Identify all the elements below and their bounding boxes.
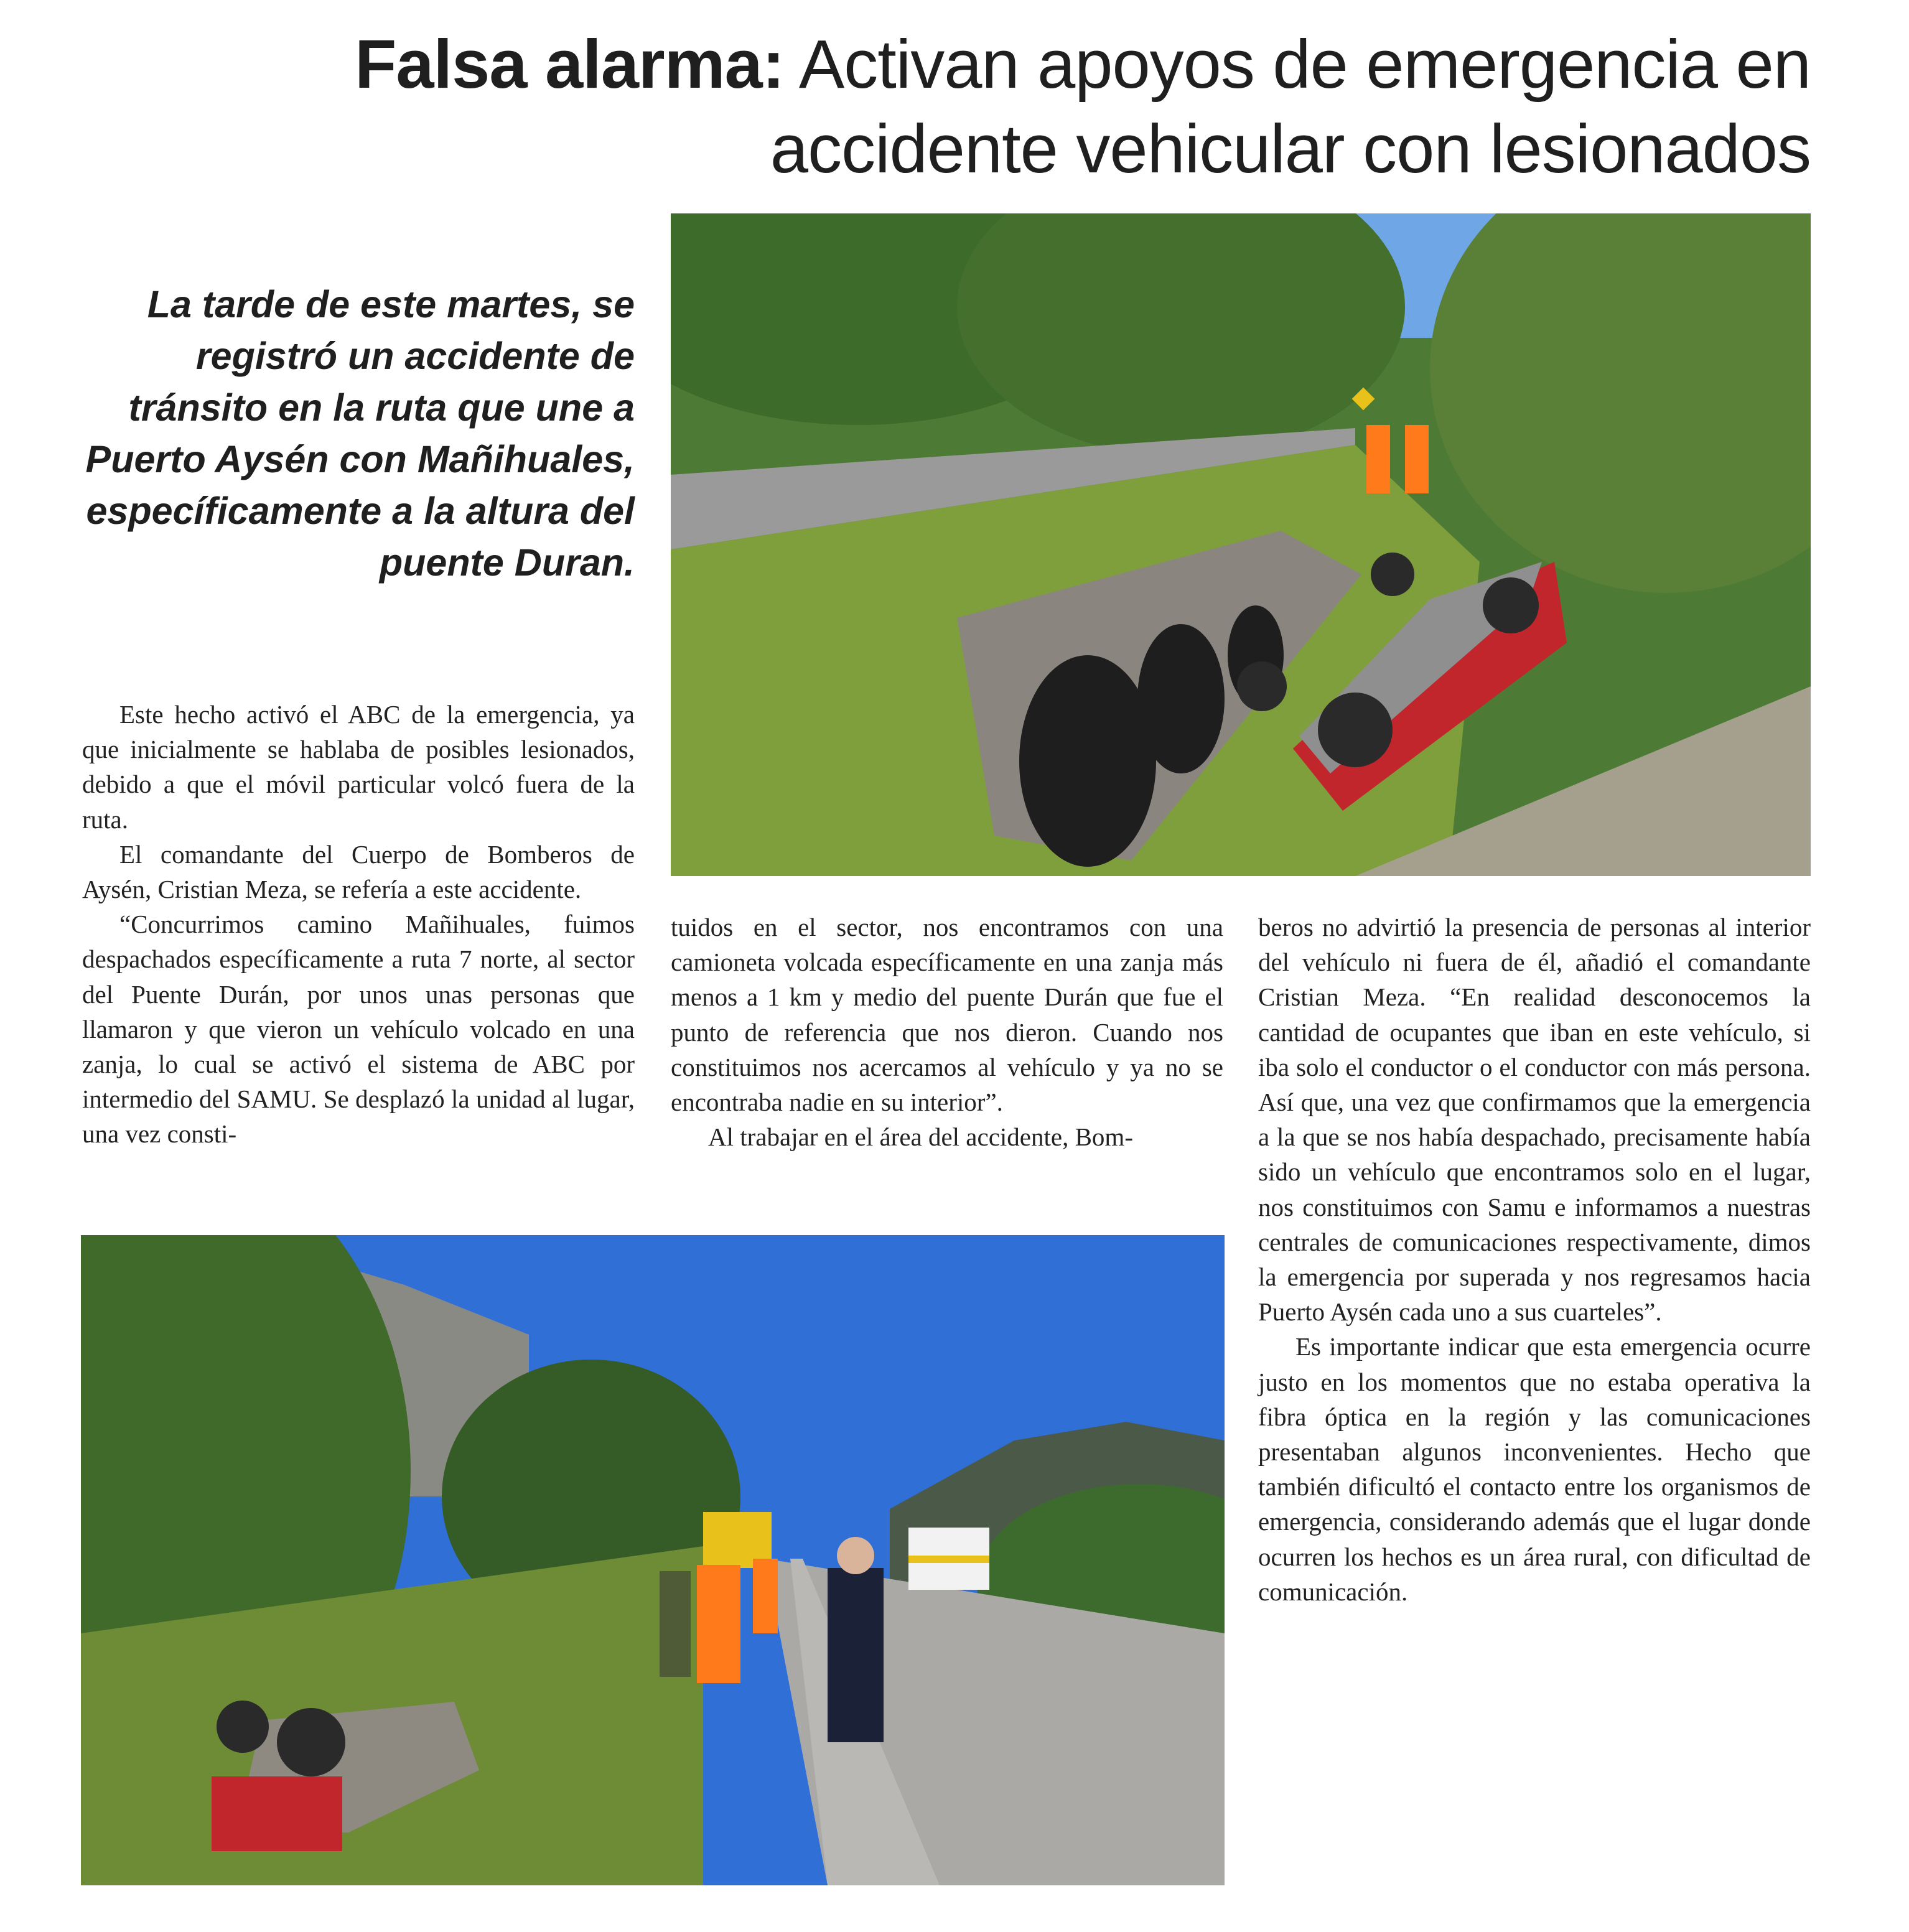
article-column-1 xyxy=(82,697,635,1152)
paragraph: “Concurrimos camino Mañihuales, fuimos despachados específicamente a ruta 7 norte, al sector del Puente Durán, por unos unas personas que llamaron y que vieron un vehículo volcado en una zanja, lo cual se activó el sistema de ABC por intermedio del SAMU. Se desplazó la unidad al lugar, una vez consti- xyxy=(82,910,635,1149)
paragraph: tuidos en el sector, nos encontramos con una camioneta volcada específicamente en una zanja más menos a 1 km y medio del puente Durán que fue el punto de referencia que nos dieron. Cuando nos constituimos nos acercamos al vehículo y ya no se encontraba nadie en su interior”. xyxy=(671,913,1223,1117)
lede: La tarde de este martes, se registró un accidente de tránsito en la ruta que une a Puerto Aysén con Mañihuales, específicamente a la altura del puente Duran. xyxy=(85,283,635,584)
paragraph: Este hecho activó el ABC de la emergencia, ya que inicialmente se hablaba de posibles lesionados, debido a que el móvil particular volcó fuera de la ruta. xyxy=(82,700,635,834)
headline xyxy=(180,22,1811,192)
article-column-2 xyxy=(671,910,1223,1154)
headline-text: Activan apoyos de emergencia en accidente vehicular con lesionados xyxy=(770,26,1811,187)
paragraph: Es importante indicar que esta emergencia ocurre justo en los momentos que no estaba operativa la fibra óptica en la región y las comunicaciones presentaban algunos inconvenientes. Hecho que también dificultó el contacto entre los organismos de emergencia, considerando además que el lugar donde ocurren los hechos es un área rural, con dificultad de comunicación. xyxy=(1258,1332,1811,1606)
paragraph: beros no advirtió la presencia de personas al interior del vehículo ni fuera de él, añadió el comandante Cristian Meza. “En realidad desconocemos la cantidad de ocupantes que iban en este vehículo, si iba solo el conductor o el conductor con más persona. Así que, una vez que confirmamos que la emergencia a la que se nos había despachado, precisamente había sido un vehículo que encontramos solo en el lugar, nos constituimos con Samu e informamos a nuestras centrales de comunicaciones respectivamente, dimos la emergencia por superada y nos regresamos hacia Puerto Aysén cada uno a sus cuarteles”. xyxy=(1258,913,1811,1327)
paragraph: El comandante del Cuerpo de Bomberos de Aysén, Cristian Meza, se refería a este accidente. xyxy=(82,839,635,904)
paragraph: Al trabajar en el área del accidente, Bom- xyxy=(708,1122,1133,1152)
photo-overturned-vehicle-culvert xyxy=(671,213,1811,876)
article-column-3 xyxy=(1258,910,1811,1609)
photo-road-emergency-crew xyxy=(81,1235,1225,1885)
photo-overturned-vehicle-culvert-graphic xyxy=(671,213,1811,876)
headline-kicker: Falsa alarma: xyxy=(355,26,785,103)
photo-road-emergency-crew-graphic xyxy=(81,1235,1225,1885)
